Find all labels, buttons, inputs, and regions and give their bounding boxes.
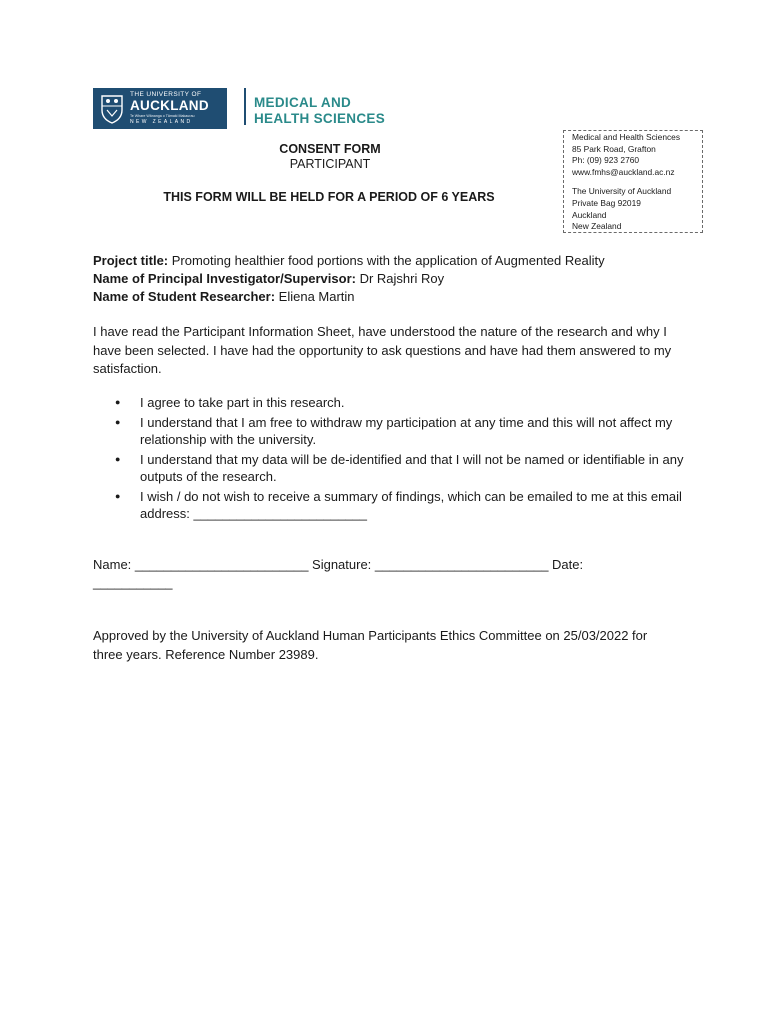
address-line: Private Bag 92019: [572, 197, 641, 208]
address-line: Medical and Health Sciences: [572, 132, 681, 142]
student-value: Eliena Martin: [275, 289, 355, 304]
crest-icon: [100, 94, 124, 124]
university-logo: [93, 88, 227, 129]
logo-divider: [244, 88, 246, 125]
address-line: www.fmhs@auckland.ac.nz: [572, 166, 675, 177]
address-line: 85 Park Road, Grafton: [572, 143, 656, 154]
intro-paragraph: I have read the Participant Information Sheet, have understood the nature of the research and why I have been selected. I have had the opportunity to ask questions and have had them answered to my satisfaction.: [93, 324, 672, 376]
signature-fields[interactable]: Name: ________________________ Signature: ________________________ Date:: [93, 557, 584, 572]
logo-wordmark: [130, 92, 209, 126]
form-subtitle: PARTICIPANT: [289, 157, 371, 171]
project-title-value: Promoting healthier food portions with the application of Augmented Reality: [168, 253, 605, 268]
pi-label: Name of Principal Investigator/Supervisor:: [93, 271, 356, 286]
logo-line2: AUCKLAND: [130, 98, 209, 114]
student-label: Name of Student Researcher:: [93, 289, 276, 304]
ethics-approval: Approved by the University of Auckland Human Participants Ethics Committee on 25/03/2022 for three years. Reference Number 23989.: [93, 628, 648, 662]
project-title-label: Project title:: [93, 253, 169, 268]
logo-line4: NEW ZEALAND: [130, 119, 193, 126]
pi-value: Dr Rajshri Roy: [355, 271, 445, 286]
retention-notice: THIS FORM WILL BE HELD FOR A PERIOD OF 6 YEARS: [163, 190, 495, 204]
faculty-line2: HEALTH SCIENCES: [254, 111, 386, 126]
address-box: [563, 130, 703, 233]
faculty-name: [254, 95, 385, 127]
address-line: Auckland: [572, 209, 607, 220]
date-field-continuation[interactable]: ___________: [93, 575, 173, 590]
faculty-line1: MEDICAL AND: [254, 95, 352, 110]
logo-line1: THE UNIVERSITY OF: [130, 90, 202, 98]
consent-statements: [110, 394, 690, 525]
student-researcher: [93, 289, 355, 304]
project-title: [93, 253, 605, 268]
form-title: CONSENT FORM: [279, 142, 381, 156]
consent-statement: ● I understand that my data will be de-identified and that I will not be named or identifiable in any outputs of the research.: [110, 451, 690, 486]
logo-line3: Te Whare Wānanga o Tāmaki Makaurau: [130, 113, 195, 118]
address-line: Ph: (09) 923 2760: [572, 155, 640, 166]
consent-statement: ● I agree to take part in this research.: [110, 394, 690, 412]
consent-statement: ● I understand that I am free to withdraw my participation at any time and this will not affect my relationship with the university.: [110, 414, 690, 449]
principal-investigator: [93, 271, 444, 286]
address-line: The University of Auckland: [572, 186, 672, 197]
address-line: New Zealand: [572, 221, 622, 232]
consent-statement[interactable]: ● I wish / do not wish to receive a summary of findings, which can be emailed to me at this email address: ________________________: [110, 488, 690, 523]
